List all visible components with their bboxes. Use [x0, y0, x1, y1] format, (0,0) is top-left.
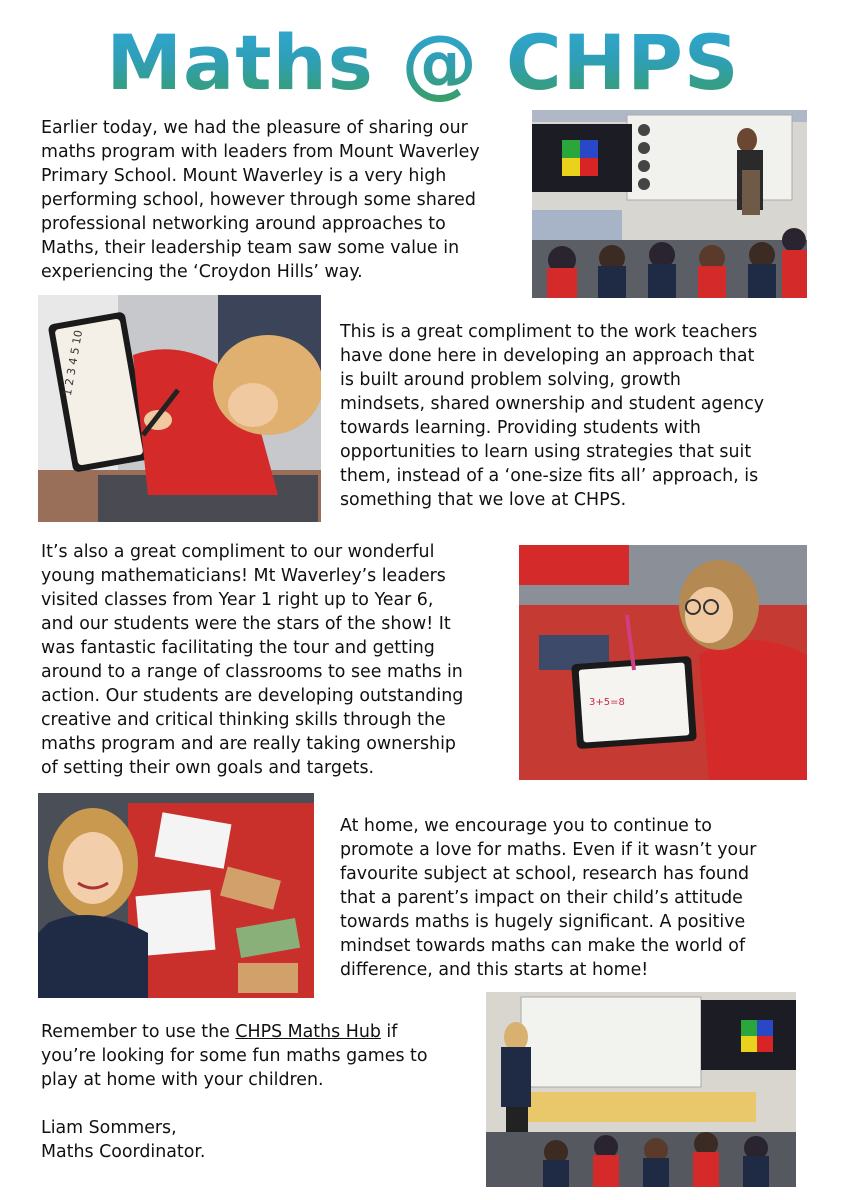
maths-hub-paragraph — [41, 1020, 481, 1092]
maths-hub-text-before: Remember to use the — [41, 1022, 236, 1042]
compliment-students-paragraph: It’s also a great compliment to our wonderful young mathematicians! Mt Waverley’s leaders visited classes from Year 1 right up to Year 6, and our students were the stars of the show! It was fantastic facilitating the tour and getting around to a range of classrooms to see maths in action. Our students are developing outstanding creative and critical thinking skills through the maths program and are really taking ownership of setting their own goals and targets. — [41, 542, 464, 778]
svg-text:1 2 3 4 5 10: 1 2 3 4 5 10 — [60, 329, 86, 397]
compliment-teachers-paragraph: This is a great compliment to the work teachers have done here in developing an approach that is built around problem solving, growth mindsets, shared ownership and student agency towards learning. Providing students with opportunities to learn using strategies that suit them, instead of a ‘one-size fits all’ approach, is something that we love at CHPS. — [340, 322, 765, 510]
intro-paragraph: Earlier today, we had the pleasure of sharing our maths program with leaders from Mount Waverley Primary School. Mount Waverley is a very high performing school, however through some shared professional networking around approaches to Maths, their leadership team saw some value in experiencing the ‘Croydon Hills’ way. — [41, 118, 480, 282]
chps-maths-hub-link[interactable]: CHPS Maths Hub — [235, 1022, 381, 1042]
teacher-class-photo — [486, 992, 796, 1187]
signoff-name: Liam Sommers, — [41, 1118, 177, 1138]
home-encouragement-paragraph: At home, we encourage you to continue to promote a love for maths. Even if it wasn’t your favourite subject at school, research has found that a parent’s impact on their child’s attitude towards maths is hugely significant. A positive mindset towards maths can make the world of difference, and this starts at home! — [340, 816, 757, 980]
maths-hub-text-after: if you’re looking for some fun maths games to play at home with your children. — [41, 1022, 428, 1090]
student-glasses-photo — [519, 545, 807, 780]
student-money-photo — [38, 793, 314, 998]
signoff — [41, 1116, 341, 1164]
classroom-teacher-photo — [532, 110, 807, 298]
svg-text:3+5=8: 3+5=8 — [589, 697, 625, 708]
page-title: Maths @ CHPS — [0, 18, 846, 108]
signoff-role: Maths Coordinator. — [41, 1142, 206, 1162]
student-whiteboard-photo — [38, 295, 321, 522]
